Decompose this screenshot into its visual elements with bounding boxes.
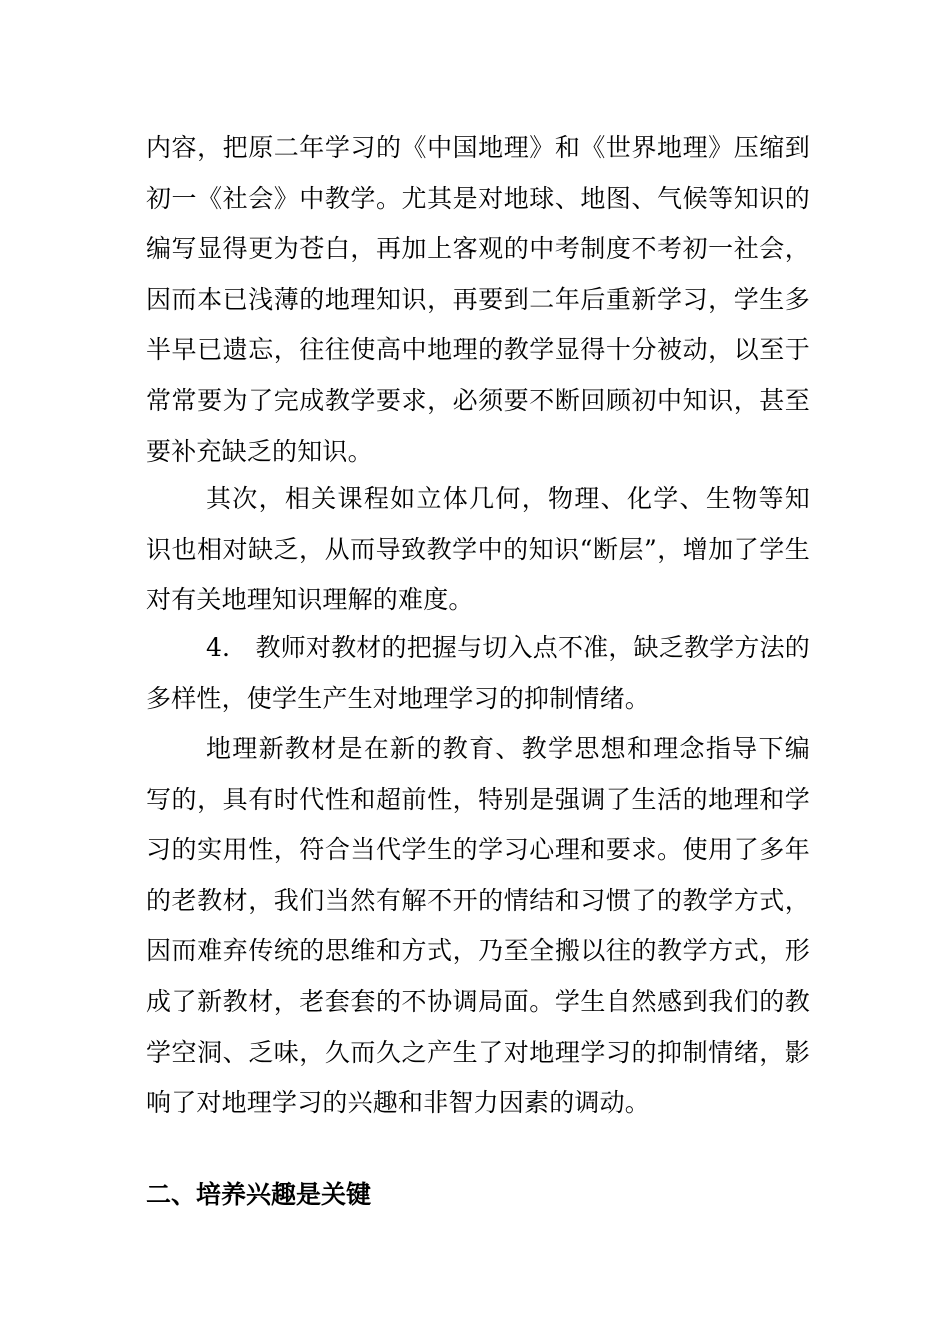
paragraph-secondly: 其次，相关课程如立体几何，物理、化学、生物等知识也相对缺乏，从而导致教学中的知识“断层”，增加了学生对有关地理知识理解的难度。: [146, 484, 810, 615]
section-heading: 二、培养兴趣是关键: [146, 1180, 372, 1209]
paragraph-new-textbook: 地理新教材是在新的教育、教学思想和理念指导下编写的，具有时代性和超前性，特别是强调了生活的地理和学习的实用性，符合当代学生的学习心理和要求。使用了多年的老教材，我们当然有解不开的情结和习惯了的教学方式，因而难弃传统的思维和方式，乃至全搬以往的教学方式，形成了新教材，老套套的不协调局面。学生自然感到我们的教学空洞、乏味，久而久之产生了对地理学习的抑制情绪，影响了对地理学习的兴趣和非智力因素的调动。: [146, 734, 810, 1118]
paragraph-continued: 内容，把原二年学习的《中国地理》和《世界地理》压缩到初一《社会》中教学。尤其是对地球、地图、气候等知识的编写显得更为苍白，再加上客观的中考制度不考初一社会，因而本已浅薄的地理知识，再要到二年后重新学习，学生多半早已遗忘，往往使高中地理的教学显得十分被动，以至于常常要为了完成教学要求，必须要不断回顾初中知识，甚至要补充缺乏的知识。: [146, 133, 810, 466]
paragraph-point-4: 4． 教师对教材的把握与切入点不准，缺乏教学方法的多样性，使学生产生对地理学习的抑制情绪。: [146, 633, 810, 713]
